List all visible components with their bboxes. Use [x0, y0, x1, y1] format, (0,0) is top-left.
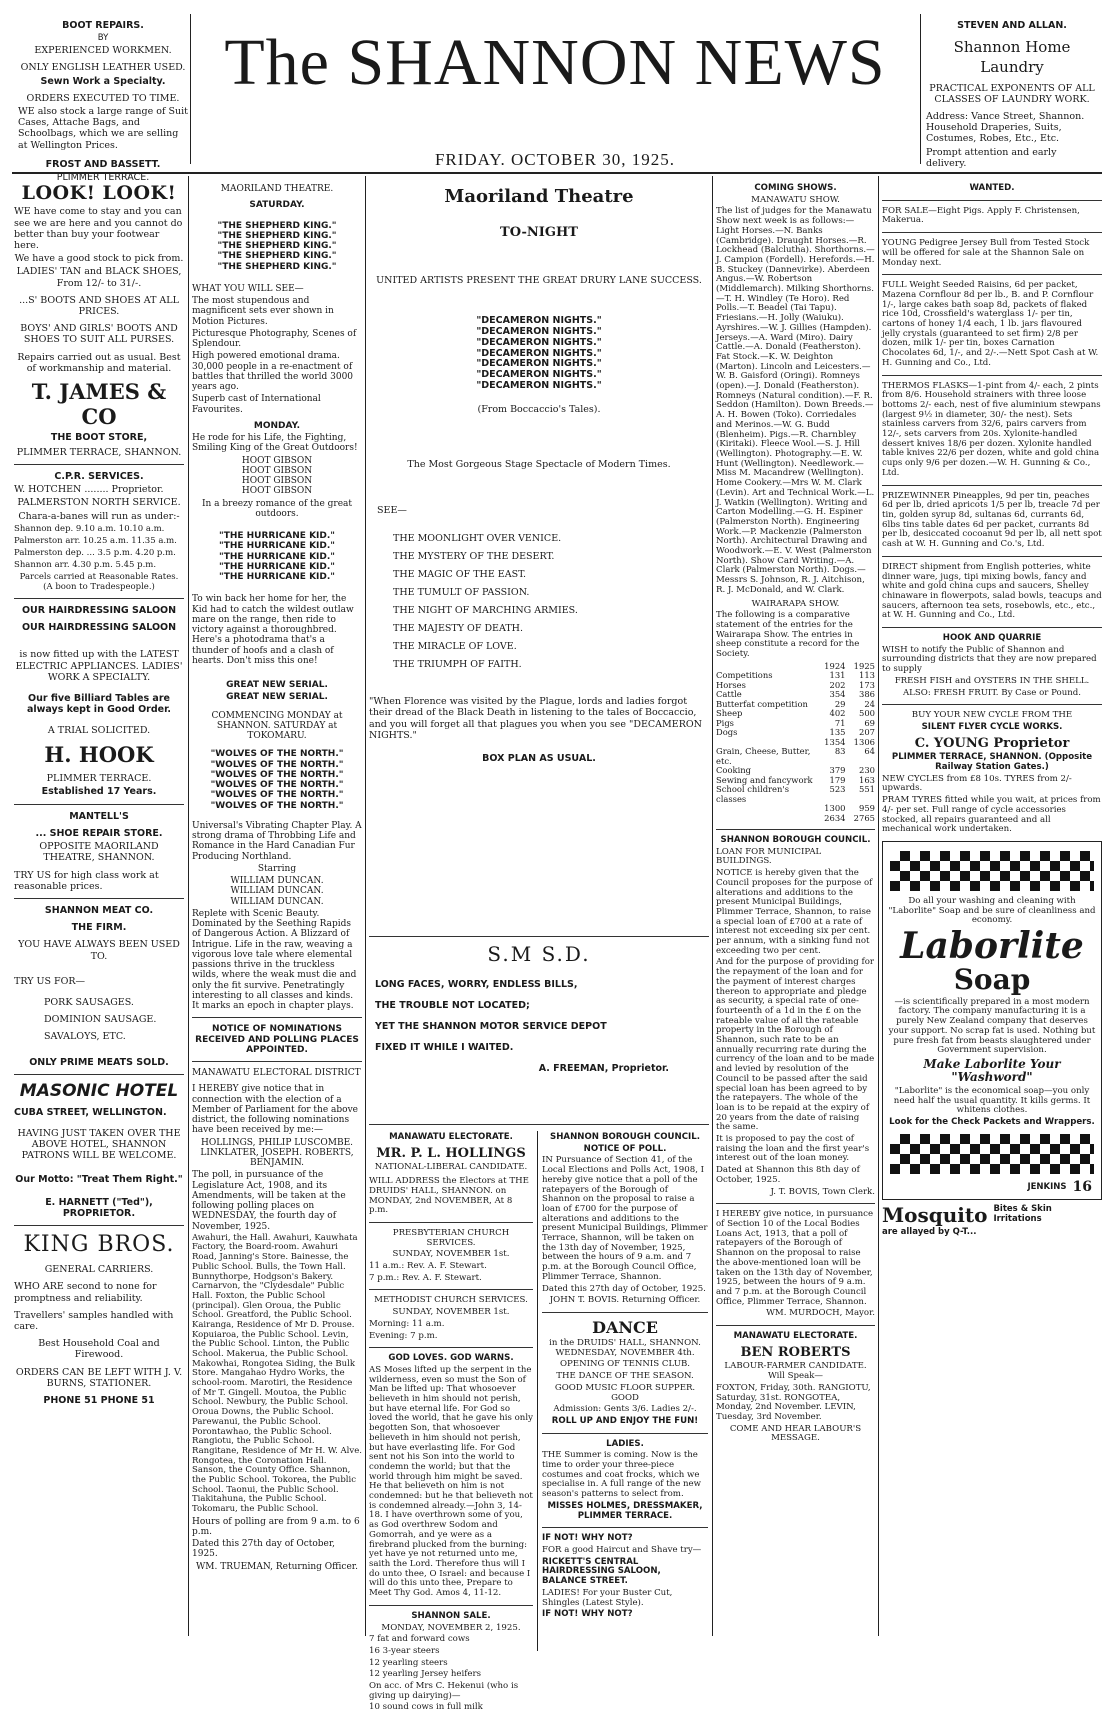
- table-cell: 29: [834, 698, 846, 709]
- column-3: [369, 182, 709, 1713]
- column-rule-4: [878, 176, 879, 1636]
- table-row: [716, 709, 875, 718]
- checker-pattern-bottom: [890, 1134, 1094, 1174]
- hurricane-kid-list: "THE HURRICANE KID." "THE HURRICANE KID." "THE HURRICANE KID." "THE HURRICANE KID." "THE HURRICANE KID.": [219, 531, 335, 582]
- table-cell: 500: [859, 708, 875, 719]
- table-cell: School children's classes: [716, 784, 790, 804]
- table-cell: 179: [829, 774, 846, 785]
- table-cell: 959: [859, 803, 875, 814]
- ear-divider-left: [190, 14, 191, 164]
- wairarapa-entries-table: [716, 662, 875, 823]
- table-cell: Grain, Cheese, Butter, etc.: [716, 746, 811, 766]
- table-cell: Cooking: [716, 765, 752, 776]
- look-heading: LOOK! LOOK!: [21, 182, 177, 204]
- table-row: [716, 804, 875, 813]
- shepherd-king-list: "THE SHEPHERD KING." "THE SHEPHERD KING." "THE SHEPHERD KING." "THE SHEPHERD KING." "THE SHEPHERD KING.": [217, 220, 337, 272]
- checker-pattern-top: [890, 851, 1094, 891]
- king-bros-title: KING BROS.: [23, 1232, 175, 1258]
- hook-name: H. HOOK: [44, 741, 154, 767]
- right-ear-ad: STEVEN AND ALLAN. Shannon Home Laundry PRACTICAL EXPONENTS OF ALL CLASSES OF LAUNDRY WORK. Address: Vance Street, Shannon. Household Draperies, Suits, Costumes, Robes, Etc., Etc. Prompt attention and early delivery.: [926, 20, 1095, 169]
- tjames-name: T. JAMES & CO: [31, 379, 167, 429]
- table-cell: Cattle: [716, 689, 742, 700]
- table-cell: 131: [829, 670, 846, 681]
- table-cell: Sewing and fancywork: [716, 774, 813, 785]
- maoriland-theatre-ad: Maoriland Theatre TO-NIGHT UNITED ARTISTS PRESENT THE GREAT DRURY LANE SUCCESS. "DECAMERON NIGHTS." "DECAMERON NIGHTS." "DECAMERON NIGHTS." "DECAMERON NIGHTS." "DECAMERON NIGHTS." "DECAMERON NIGHTS." "DECAMERON NIGHTS." (From Boccaccio's Tales). The Most Gorgeous Stage Spectacle of Modern Times. SEE— THE MOONLIGHT OVER VENICE. THE MYSTERY OF THE DESERT. THE MAGIC OF THE EAST. THE TUMULT OF PASSION. THE NIGHT OF MARCHING ARMIES. THE MAJESTY OF DEATH. THE MIRACLE OF LOVE. THE TRIUMPH OF FAITH. "When Florence was visited by the Plague, lords and ladies forgot their dread of the Black Death in listening to the tales of Boccaccio, and you will forget all that plagues you when you see "DECAMERON NIGHTS." BOX PLAN AS USUAL.: [369, 186, 709, 936]
- table-cell: 523: [829, 784, 846, 795]
- column-4: COMING SHOWS. MANAWATU SHOW. The list of judges for the Manawatu Show next week is as follows:— Light Horses.—N. Banks (Cambridge). Draught Horses.—R. Lockhead (Balclutha). Shorthorns.—J. Campion (Fordell). Herefords.—H. B. Stuckey (Dannevirke). Aberdeen Angus.—W. Robertson (Middlemarch). Milking Shorthorns.—T. H. Windley (Te Horo). Red Polls.—T. Beadel (Tai Tapu). Friesians.—H. Jolly (Waiuku). Ayrshires.—W. J. Gillies (Hampden). Jerseys.—A. Ward (Miro). Dairy Cattle.—A. Donald (Featherston). Fat Stock.—K. W. Deighton (Marton). Lincoln and Leicesters.—W. B. Gaisford (Oringi). Romneys (open).—J. Donald (Featherston). Romneys (Natural condition).—F. R. Seddon (Hamilton). Down Breeds.—A. H. Bowen (Toko). Corriedales and Merinos.—W. G. Budd (Blenheim). Pigs.—R. Charnbley (Kiritaki). Fleece Wool.—S. J. Hill (Wellington). Photography.—E. W. Hunt (Wellington). Needlework.—Miss M. Macandrew (Wellington). Home Cookery.—Mrs W. M. Clark (Levin). Art and Technical Work.—L. J. Watkin (Wellington). Writing and Carton Modelling.—G. H. Espiner (Palmerston North). Engineering Work.—P. Mackenzie (Palmerston North). Architectural Drawing and Woodwork.—E. V. West (Palmerston North). Show Card Writing.—A. Clark (Palmerston North). Dogs.—Messrs S. Johnson, R. J. Aitchison, R. J. McDonald, and W. Clark. WAIRARAPA SHOW. The following is a comparative statement of the entries for the Wairarapa Show. The entries in sheep constitute a record for the Society. 1924 1925 Competitions 131 113 Horses 202 173 Cattle 354 386 Butterfat competition 29 24 Sheep 402 500 Pigs 71 69 Dogs 135 207 1354 1306 Grain, Cheese, Butter, etc. 83 64 Cooking 379 230 Sewing and fancywork 179 163 School children's classes 523 551 1300 959 2634 2765 SHANNON BOROUGH COUNCIL. LOAN FOR MUNICIPAL BUILDINGS. NOTICE is hereby given that the Council proposes for the purpose of alterations and additions to the present Municipal Buildings, Plimmer Terrace, Shannon, to raise a special loan of £700 at a rate of interest not exceeding six per cent. per annum, with a sinking fund not exceeding two per cent. And for the purpose of providing for the repayment of the loan and for the payment of interest charges thereon to appropriate and pledge as security, a special rate of one-fourteenth of a 1d in the £ on the rateable value of all the rateable property in the Borough of Shannon, such rate to be an annually recurring rate during the currency of the loan and to be made and levied by resolution of the Council to be passed after the said special loan has been agreed to by the ratepayers. The whole of the loan is to be repaid at the expiry of 20 years from the date of raising the same. It is proposed to pay the cost of raising the loan and the first year's interest out of the loan money. Dated at Shannon this 8th day of October, 1925. J. T. BOVIS, Town Clerk. I HEREBY give notice, in pursuance of Section 10 of the Local Bodies Loans Act, 1913, that a poll of ratepayers of the Borough of Shannon on the proposal to raise the above-mentioned loan will be taken on the 13th day of November, 1925, between the hours of 9 a.m. and 7 p.m. at the Borough Council Office, Plimmer Terrace, Shannon. WM. MURDOCH, Mayor. MANAWATU ELECTORATE. BEN ROBERTS LABOUR-FARMER CANDIDATE. Will Speak— FOXTON, Friday, 30th. RANGIOTU, Saturday, 31st. RONGOTEA, Monday, 2nd November. LEVIN, Tuesday, 3rd November. COME AND HEAR LABOUR'S MESSAGE.: [716, 183, 875, 1444]
- mosquito-ad: Mosquito Bites & Skin Irritations: [882, 1202, 1052, 1227]
- table-row: [716, 785, 875, 804]
- table-cell: 69: [864, 717, 875, 728]
- table-row: [716, 719, 875, 728]
- masthead-title: The SHANNON NEWS: [224, 26, 886, 99]
- ear-divider-right: [920, 14, 921, 164]
- table-cell: 2765: [853, 812, 875, 823]
- table-cell: [716, 804, 816, 813]
- table-cell: 113: [859, 670, 875, 681]
- table-cell: 2634: [824, 812, 846, 823]
- table-cell: 202: [829, 679, 846, 690]
- table-cell: Sheep: [716, 708, 743, 719]
- decameron-list: "DECAMERON NIGHTS." "DECAMERON NIGHTS." "DECAMERON NIGHTS." "DECAMERON NIGHTS." "DECAMERON NIGHTS." "DECAMERON NIGHTS." "DECAMERON NIGHTS.": [476, 314, 602, 392]
- table-row: [716, 814, 875, 823]
- masonic-hotel-title: MASONIC HOTEL: [19, 1080, 179, 1101]
- table-cell: 551: [859, 784, 875, 795]
- table-cell: 1300: [824, 803, 846, 814]
- table-cell: 1354: [824, 736, 846, 747]
- hollings-name: MR. P. L. HOLLINGS: [376, 1145, 526, 1161]
- dance-title: DANCE: [592, 1317, 658, 1337]
- table-cell: 379: [829, 765, 846, 776]
- hoot-gibson-list: HOOT GIBSON HOOT GIBSON HOOT GIBSON HOOT GIBSON: [241, 455, 313, 497]
- table-cell: 1306: [853, 736, 875, 747]
- laborlite-soap-ad: Do all your washing and cleaning with "Laborlite" Soap and be sure of cleanliness and economy. Laborlite Soap —is scientifically prepared in a most modern factory. The company manufacturing it is a purely New Zealand company that deserves your support. No scrap fat is used. Nothing but pure fresh fat from beasts slaughtered under Government supervision. Make Laborlite Your "Washword" "Laborlite" is the economical soap—you only need half the usual quantity. It kills germs. It whitens clothes. Look for the Check Packets and Wrappers. JENKINS 16: [882, 841, 1102, 1200]
- table-cell: 1925: [853, 660, 875, 671]
- table-cell: 386: [859, 689, 875, 700]
- column-rule-2: [365, 176, 366, 1636]
- wolves-list: "WOLVES OF THE NORTH." "WOLVES OF THE NORTH." "WOLVES OF THE NORTH." "WOLVES OF THE NORTH." "WOLVES OF THE NORTH." "WOLVES OF THE NORTH.": [210, 749, 344, 811]
- table-cell: Competitions: [716, 670, 773, 681]
- see-list: THE MOONLIGHT OVER VENICE. THE MYSTERY OF THE DESERT. THE MAGIC OF THE EAST. THE TUMULT OF PASSION. THE NIGHT OF MARCHING ARMIES. THE MAJESTY OF DEATH. THE MIRACLE OF LOVE. THE TRIUMPH OF FAITH.: [393, 532, 578, 671]
- table-cell: 1924: [824, 660, 846, 671]
- table-cell: Dogs: [716, 727, 738, 738]
- column-1: LOOK! LOOK! WE have come to stay and you can see we are here and you cannot do better than buy your footwear here. We have a good stock to pick from. LADIES' TAN and BLACK SHOES, From 12/- to 31/-. ...S' BOOTS AND SHOES AT ALL PRICES. BOYS' AND GIRLS' BOOTS AND SHOES TO SUIT ALL PURSES. Repairs carried out as usual. Best of workmanship and material. T. JAMES & CO THE BOOT STORE, PLIMMER TERRACE, SHANNON. C.P.R. SERVICES. W. HOTCHEN ........ Proprietor. PALMERSTON NORTH SERVICE. Chara-a-banes will run as under:- Shannon dep. 9.10 a.m. 10.10 a.m. Palmerston arr. 10.25 a.m. 11.35 a.m. Palmerston dep. ... 3.5 p.m. 4.20 p.m. Shannon arr. 4.30 p.m. 5.45 p.m. Parcels carried at Reasonable Rates. (A boon to Tradespeople.) OUR HAIRDRESSING SALOON OUR HAIRDRESSING SALOON is now fitted up with the LATEST ELECTRIC APPLIANCES. LADIES' WORK A SPECIALTY. Our five Billiard Tables are always kept in Good Order. A TRIAL SOLICITED. H. HOOK PLIMMER TERRACE. Established 17 Years. MANTELL'S ... SHOE REPAIR STORE. OPPOSITE MAORILAND THEATRE, SHANNON. TRY US for high class work at reasonable prices. SHANNON MEAT CO. THE FIRM. YOU HAVE ALWAYS BEEN USED TO. TRY US FOR— PORK SAUSAGES. DOMINION SAUSAGE. SAVALOYS, ETC. ONLY PRIME MEATS SOLD. MASONIC HOTEL CUBA STREET, WELLINGTON. HAVING JUST TAKEN OVER THE ABOVE HOTEL, SHANNON PATRONS WILL BE WELCOME. Our Motto: "Treat Them Right." E. HARNETT ("Ted"), PROPRIETOR. KING BROS. GENERAL CARRIERS. WHO ARE second to none for promptness and reliability. Travellers' samples handled with care. Best Household Coal and Firewood. ORDERS CAN BE LEFT WITH J. V. BURNS, STATIONER. PHONE 51 PHONE 51: [14, 182, 184, 1406]
- laborlite-logo: Laborlite: [900, 925, 1084, 968]
- sms-depot-ad: S.M S.D. LONG FACES, WORRY, ENDLESS BILLS, THE TROUBLE NOT LOCATED; YET THE SHANNON MOTOR SERVICE DEPOT FIXED IT WHILE I WAITED. A. FREEMAN, Proprietor.: [375, 942, 669, 1075]
- column-rule-3: [712, 176, 713, 1636]
- masthead-rule: [12, 172, 1102, 174]
- laborlite-soap-word: Soap: [953, 963, 1031, 997]
- table-row: [716, 728, 875, 737]
- column-rule-1: [188, 176, 189, 1636]
- table-row: [716, 747, 875, 766]
- table-cell: 71: [834, 717, 846, 728]
- table-cell: 163: [859, 774, 875, 785]
- column-2: MAORILAND THEATRE. SATURDAY. "THE SHEPHERD KING." "THE SHEPHERD KING." "THE SHEPHERD KING." "THE SHEPHERD KING." "THE SHEPHERD KING." WHAT YOU WILL SEE— The most stupendous and magnificent sets ever shown in Motion Pictures. Picturesque Photography, Scenes of Splendour. High powered emotional drama. 30,000 people in a re-enactment of battles that thrilled the world 3000 years ago. Superb cast of International Favourites. MONDAY. He rode for his Life, the Fighting, Smiling King of the Great Outdoors! HOOT GIBSON HOOT GIBSON HOOT GIBSON HOOT GIBSON In a breezy romance of the great outdoors. "THE HURRICANE KID." "THE HURRICANE KID." "THE HURRICANE KID." "THE HURRICANE KID." "THE HURRICANE KID." To win back her home for her, the Kid had to catch the wildest outlaw mare on the range, then ride to victory against a thoroughbred. Here's a photodrama that's a thunder of hoofs and a clash of hearts. Don't miss this one! GREAT NEW SERIAL. GREAT NEW SERIAL. COMMENCING MONDAY at SHANNON. SATURDAY at TOKOMARU. "WOLVES OF THE NORTH." "WOLVES OF THE NORTH." "WOLVES OF THE NORTH." "WOLVES OF THE NORTH." "WOLVES OF THE NORTH." "WOLVES OF THE NORTH." Universal's Vibrating Chapter Play. A strong drama of Throbbing Life and Romance in the Hard Canadian Fur Producing Northland. Starring WILLIAM DUNCAN. WILLIAM DUNCAN. WILLIAM DUNCAN. Replete with Scenic Beauty. Dominated by the Seething Rapids of Dangerous Action. A Blizzard of Intrigue. Life in the raw, weaving a vigorous love tale where elemental passions thrive in the truckless wilds, where the weak must die and only the fit survive. Penetratingly interesting to all classes and kinds. It marks an epoch in chapter plays. NOTICE OF NOMINATIONS RECEIVED AND POLLING PLACES APPOINTED. MANAWATU ELECTORAL DISTRICT I HEREBY give notice that in connection with the election of a Member of Parliament for the above district, the following nominations have been received by me:— HOLLINGS, PHILIP LUSCOMBE. LINKLATER, JOSEPH. ROBERTS, BENJAMIN. The poll, in pursuance of the Legislature Act, 1908, and its Amendments, will be taken at the following polling places on WEDNESDAY, the fourth day of November, 1925. Awahuri, the Hall. Awahuri, Kauwhata Factory, the Board-room. Awahuri Road, Janning's Store. Bainesse, the Public School. Bulls, the Town Hall. Bunnythorpe, Hodgson's Bakery. Carnarvon, the "Clydesdale" Public Hall. Foxton, the Public School (principal). Glen Oroua, the Public School. Greatford, the Public School. Kairanga, Residence of Mr D. Prouse. Kopuiaroa, the Public School. Levin, the Public School. Linton, the Public School. Makerua, the Public School. Makowhai, Rongotea Siding, the Bulk Store. Mangahao Hydro Works, the school-room. Marotiri, the Residence of Mr T. Gingell. Moutoa, the Public School. Newbury, the Public School. Oroua Downs, the Public School. Parewanui, the Public School. Porontawhao, the Public School. Rangiotu, the Public School. Rangitane, Residence of Mr H. W. Alve. Rongotea, the Coronation Hall. Sanson, the County Office. Shannon, the Public School. Tokorea, the Public School. Taonui, the Public School. Tiakitahuna, the Public School. Tokomaru, the Public School. Hours of polling are from 9 a.m. to 6 p.m. Dated this 27th day of October, 1925. WM. TRUEMAN, Returning Officer.: [192, 184, 362, 1572]
- table-cell: Pigs: [716, 717, 734, 728]
- issue-date: FRIDAY. OCTOBER 30, 1925.: [434, 150, 676, 169]
- table-cell: 64: [864, 746, 875, 757]
- table-cell: [716, 814, 816, 823]
- ben-roberts-name: BEN ROBERTS: [740, 1344, 851, 1360]
- subcol-3a: MANAWATU ELECTORATE. MR. P. L. HOLLINGS NATIONAL-LIBERAL CANDIDATE. WILL ADDRESS the Electors at THE DRUIDS' HALL, SHANNON. on MONDAY, 2nd NOVEMBER, At 8 p.m. PRESBYTERIAN CHURCH SERVICES. SUNDAY, NOVEMBER 1st. 11 a.m.: Rev. A. F. Stewart. 7 p.m.: Rev. A. F. Stewart. METHODIST CHURCH SERVICES. SUNDAY, NOVEMBER 1st. Morning: 11 a.m. Evening: 7 p.m. GOD LOVES. GOD WARNS. AS Moses lifted up the serpent in the wilderness, even so must the Son of Man be lifted up: That whosoever believeth in him should not perish, but have eternal life. For God so loved the world, that he gave his only begotten Son, that whosoever believeth in him should not perish, but have everlasting life. For God sent not his Son into the world to condemn the world; but that the world through him might be saved. He that believeth on him is not condemned: but he that believeth not is condemned already.—John 3, 14-18. I have overthrown some of you, as God overthrew Sodom and Gomorrah, and ye were as a firebrand plucked from the burning: yet have ye not returned unto me, saith the Lord. Therefore thus will I do unto thee, O Israel: and because I will do this unto thee, Prepare to Meet Thy God. Amos 4, 11-12. SHANNON SALE. MONDAY, NOVEMBER 2, 1925. 7 fat and forward cows 16 3-year steers 12 yearling steers 12 yearling Jersey heifers On acc. of Mrs C. Hekenui (who is giving up dairying)— 10 sound cows in full milk: [369, 1132, 533, 1713]
- duncan-list: WILLIAM DUNCAN. WILLIAM DUNCAN. WILLIAM DUNCAN.: [230, 876, 324, 907]
- table-cell: 354: [829, 689, 846, 700]
- table-cell: 135: [829, 727, 846, 738]
- table-cell: 173: [859, 679, 875, 690]
- table-cell: 207: [859, 727, 875, 738]
- table-cell: 230: [859, 765, 875, 776]
- table-cell: Horses: [716, 679, 746, 690]
- table-cell: 83: [834, 746, 846, 757]
- c-young-name: C. YOUNG Proprietor: [914, 735, 1070, 751]
- table-cell: 402: [829, 708, 846, 719]
- left-ear-ad: BOOT REPAIRS. BY EXPERIENCED WORKMEN. ONLY ENGLISH LEATHER USED. Sewn Work a Specialty. ORDERS EXECUTED TO TIME. WE also stock a large range of Suit Cases, Attache Bags, and Schoolbags, which we are selling at Wellington Prices. FROST AND BASSETT. PLIMMER TERRACE.: [18, 20, 188, 184]
- subcol-3b: SHANNON BOROUGH COUNCIL. NOTICE OF POLL. IN Pursuance of Section 41, of the Local Elections and Polls Act, 1908, I hereby give notice that a poll of the ratepayers of the Borough of Shannon on the proposal to raise a loan of £700 for the purpose of alterations and additions to the present Municipal Buildings, Plimmer Terrace, Shannon, will be taken on the 13th day of November, 1925, between the hours of 9 a.m. and 7 p.m. at the Borough Council Office, Plimmer Terrace, Shannon. Dated this 27th day of October, 1925. JOHN T. BOVIS. Returning Officer. DANCE in the DRUIDS' HALL, SHANNON. WEDNESDAY, NOVEMBER 4th. OPENING OF TENNIS CLUB. THE DANCE OF THE SEASON. GOOD MUSIC FLOOR SUPPER. GOOD Admission: Gents 3/6. Ladies 2/-. ROLL UP AND ENJOY THE FUN! LADIES. THE Summer is coming. Now is the time to order your three-piece costumes and coat frocks, which we specialise in. A full range of the new season's patterns to select from. MISSES HOLMES, DRESSMAKER, PLIMMER TERRACE. IF NOT! WHY NOT? FOR a good Haircut and Shave try— RICKETT'S CENTRAL HAIRDRESSING SALOON, BALANCE STREET. LADIES! For your Buster Cut, Shingles (Latest Style). IF NOT! WHY NOT?: [542, 1132, 708, 1620]
- table-cell: Butterfat competition: [716, 698, 808, 709]
- column-5: WANTED. FOR SALE—Eight Pigs. Apply F. Christensen, Makerua. YOUNG Pedigree Jersey Bull from Tested Stock will be offered for sale at the Shannon Sale on Monday next. FULL Weight Seeded Raisins, 6d per packet, Mazena Cornflour 8d per lb., B. and P. Cornflour 1/-, large cakes bath soap 8d, packets of flaked rice 10d, Crossfield's waterglass 1/- per tin, cartons of honey 1/4 each, 1 lb. jars flavoured jelly crystals (guaranteed to set firm) 2/8 per dozen, milk 1/- per tin, boxes Carnation Chocolates 6d, 1/-, and 2/-.—Nett Spot Cash at W. H. Gunning and Co., Ltd. THERMOS FLASKS—1-pint from 4/- each, 2 pints from 8/6. Household strainers with three loose bottoms 2/- each, nest of five aluminium stewpans (largest 9½ in diameter, 30/- the nest). Sets stainless carvers from 32/6, pairs carvers from 12/-, sets carvers from 20s. Xylonite-handled dessert knives 18/6 per dozen. Xylonite handled table knives 22/6 per dozen, white and gold china cups only 9/6 per dozen.—W. H. Gunning & Co., Ltd. PRIZEWINNER Pineapples, 9d per tin, peaches 6d per lb, dried apricots 1/5 per lb, treacle 7d per tin, golden syrup 8d, sultanas 6d, currants 6d, 6lbs tins table dates 6d per packet, currants 8d per lb, desiccated cocoanut 9d per lb, all nett spot cash at W. H. Gunning and Co.'s, Ltd. DIRECT shipment from English potteries, white dinner ware, jugs, tipi mixing bowls, fancy and white and gold china cups and saucers, Shelley chinaware in flowerpots, salad bowls, teacups and saucers, afternoon tea sets, rosebowls, etc., etc., at W. H. Gunning and Co., Ltd. HOOK AND QUARRIE WISH to notify the Public of Shannon and surrounding districts that they are now prepared to supply FRESH FISH and OYSTERS IN THE SHELL. ALSO: FRESH FRUIT. By Case or Pound. BUY YOUR NEW CYCLE FROM THE SILENT FLYER CYCLE WORKS. C. YOUNG Proprietor PLIMMER TERRACE, SHANNON. (Opposite Railway Station Gates.) NEW CYCLES from £8 10s. TYRES from 2/- upwards. PRAM TYRES fitted while you wait, at prices from 4/- per set. Full range of cycle accessories stocked, all repairs guaranteed and all mechanical work undertaken. Do all your washing and cleaning with "Laborlite" Soap and be sure of cleanliness and economy. Laborlite Soap —is scientifically prepared in a most modern factory. The company manufacturing it is a purely New Zealand company that deserves your support. No scrap fat is used. Nothing but pure fresh fat from beasts slaughtered under Government supervision. Make Laborlite Your "Washword" "Laborlite" is the economical soap—you only need half the usual quantity. It kills germs. It whitens clothes. Look for the Check Packets and Wrappers. JENKINS 16 Mosquito Bites & Skin Irritations are allayed by Q-T...: [882, 183, 1102, 1238]
- table-cell: 24: [864, 698, 875, 709]
